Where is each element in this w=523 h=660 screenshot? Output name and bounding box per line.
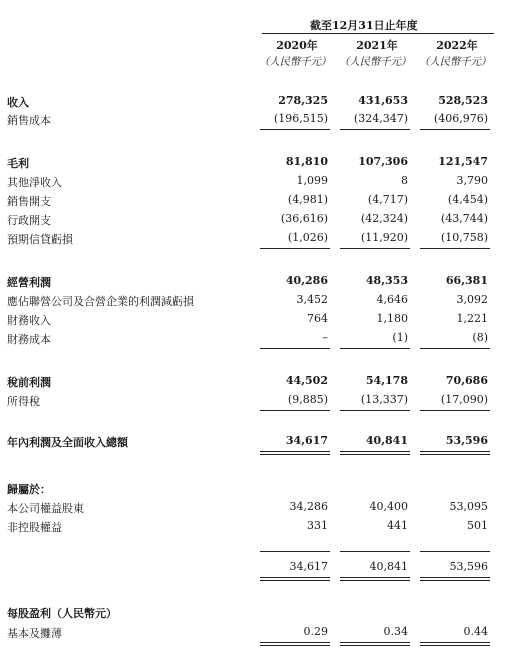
row-label: 銷售成本: [7, 114, 51, 127]
row-equity-shareholders: [0, 500, 523, 516]
row-label: 行政開支: [7, 214, 51, 227]
period-header: 截至12月31日止年度: [310, 19, 418, 32]
total-double-rule: [420, 451, 490, 455]
value-2021: 0.34: [383, 625, 408, 638]
subtotal-rule: [420, 551, 490, 552]
total-double-rule: [340, 642, 410, 646]
value-2020: 44,502: [285, 374, 328, 387]
row-label: 應佔聯營公司及合營企業的利潤減虧損: [7, 295, 194, 308]
subtotal-rule: [260, 129, 330, 130]
row-revenue: [0, 94, 523, 110]
row-label: 財務收入: [7, 314, 51, 327]
value-2022: 1,221: [456, 312, 488, 325]
value-2022: 53,095: [449, 500, 488, 513]
row-label: 預期信貸虧損: [7, 233, 73, 246]
value-2020: 40,286: [285, 274, 328, 287]
value-2020: (36,616): [280, 212, 328, 225]
value-2021: 4,646: [376, 293, 408, 306]
value-2020: 278,325: [278, 94, 328, 107]
value-2022: 528,523: [438, 94, 488, 107]
subtotal-rule: [420, 348, 490, 349]
value-2021: 40,400: [369, 500, 408, 513]
year-2021: 2021年: [356, 39, 398, 52]
value-2021: (42,324): [360, 212, 408, 225]
value-2021: (1): [392, 331, 408, 344]
subtotal-rule: [420, 410, 490, 411]
row-label: 財務成本: [7, 333, 51, 346]
unit-2021: （人民幣千元）: [338, 56, 412, 68]
value-2020: 34,286: [289, 500, 328, 513]
row-label: 稅前利潤: [7, 376, 51, 389]
subtotal-rule: [260, 248, 330, 249]
value-2021: 8: [401, 174, 408, 187]
row-non-controlling: [0, 519, 523, 535]
value-2021: (324,347): [353, 112, 408, 125]
total-double-rule: [260, 451, 330, 455]
value-2022: (10,758): [440, 231, 488, 244]
value-2022: 66,381: [445, 274, 488, 287]
year-2022: 2022年: [436, 39, 478, 52]
value-2020: 1,099: [296, 174, 328, 187]
subtotal-rule: [340, 348, 410, 349]
unit-2020: （人民幣千元）: [258, 56, 332, 68]
row-other-net-income: [0, 174, 523, 190]
row-expected-credit-loss: [0, 231, 523, 247]
value-2022: 70,686: [445, 374, 488, 387]
row-profit-before-tax: [0, 374, 523, 390]
value-2020: (1,026): [287, 231, 328, 244]
value-2022: 121,547: [438, 155, 488, 168]
value-2021: 40,841: [369, 560, 408, 573]
value-2022: 501: [467, 519, 488, 532]
value-2022: (43,744): [440, 212, 488, 225]
value-2020: 0.29: [303, 625, 328, 638]
header-divider: [262, 33, 494, 34]
value-2020: 81,810: [285, 155, 328, 168]
subtotal-rule: [260, 410, 330, 411]
value-2021: (13,337): [360, 393, 408, 406]
total-double-rule: [340, 451, 410, 455]
row-gross-profit: [0, 155, 523, 171]
value-2022: (8): [472, 331, 488, 344]
value-2021: 1,180: [376, 312, 408, 325]
row-label: 年內利潤及全面收入總額: [7, 436, 128, 449]
value-2021: (11,920): [360, 231, 408, 244]
subtotal-rule: [260, 348, 330, 349]
value-2020: 34,617: [289, 560, 328, 573]
unit-2022: （人民幣千元）: [418, 56, 492, 68]
total-double-rule: [340, 577, 410, 581]
subtotal-rule: [420, 129, 490, 130]
total-double-rule: [420, 577, 490, 581]
value-2022: 3,790: [456, 174, 488, 187]
row-admin-expenses: [0, 212, 523, 228]
value-2021: (4,717): [367, 193, 408, 206]
row-income-tax: [0, 393, 523, 409]
row-attributable-heading: [0, 481, 523, 497]
row-operating-profit: [0, 274, 523, 290]
value-2022: 53,596: [449, 560, 488, 573]
value-2022: 0.44: [463, 625, 488, 638]
row-eps-basic-diluted: [0, 625, 523, 641]
subtotal-rule: [420, 248, 490, 249]
value-2021: 40,841: [365, 434, 408, 447]
row-label: 收入: [7, 96, 29, 109]
row-label: 所得稅: [7, 395, 40, 408]
value-2021: 107,306: [358, 155, 408, 168]
row-selling-expenses: [0, 193, 523, 209]
row-label: 經營利潤: [7, 276, 51, 289]
value-2021: 54,178: [365, 374, 408, 387]
year-2020: 2020年: [276, 39, 318, 52]
total-double-rule: [420, 642, 490, 646]
row-eps-heading: [0, 605, 523, 621]
subtotal-rule: [260, 551, 330, 552]
value-2020: 331: [307, 519, 328, 532]
row-finance-income: [0, 312, 523, 328]
value-2022: 53,596: [445, 434, 488, 447]
value-2020: 764: [307, 312, 328, 325]
row-label: 其他淨收入: [7, 176, 62, 189]
value-2020: (9,885): [287, 393, 328, 406]
row-label: 歸屬於：: [7, 483, 51, 496]
subtotal-rule: [340, 551, 410, 552]
row-finance-costs: [0, 331, 523, 347]
value-2020: (196,515): [273, 112, 328, 125]
subtotal-rule: [340, 129, 410, 130]
total-double-rule: [260, 642, 330, 646]
subtotal-rule: [340, 248, 410, 249]
total-double-rule: [260, 577, 330, 581]
value-2020: 34,617: [285, 434, 328, 447]
row-label: 非控股權益: [7, 521, 62, 534]
row-label: 本公司權益股東: [7, 502, 84, 515]
value-2022: 3,092: [456, 293, 488, 306]
row-label: 毛利: [7, 157, 29, 170]
value-2021: 431,653: [358, 94, 408, 107]
value-2020: 3,452: [296, 293, 328, 306]
value-2020: –: [322, 331, 328, 344]
value-2020: (4,981): [287, 193, 328, 206]
row-profit-for-year: [0, 434, 523, 450]
row-cost-of-sales: [0, 112, 523, 128]
value-2022: (17,090): [440, 393, 488, 406]
row-label: 銷售開支: [7, 195, 51, 208]
row-label: 基本及攤薄: [7, 627, 62, 640]
value-2022: (406,976): [433, 112, 488, 125]
row-label: 每股盈利（人民幣元）: [7, 607, 117, 620]
row-share-of-associates: [0, 293, 523, 309]
subtotal-rule: [340, 410, 410, 411]
value-2021: 48,353: [365, 274, 408, 287]
value-2022: (4,454): [447, 193, 488, 206]
value-2021: 441: [387, 519, 408, 532]
row-attributable-total: [0, 560, 523, 576]
